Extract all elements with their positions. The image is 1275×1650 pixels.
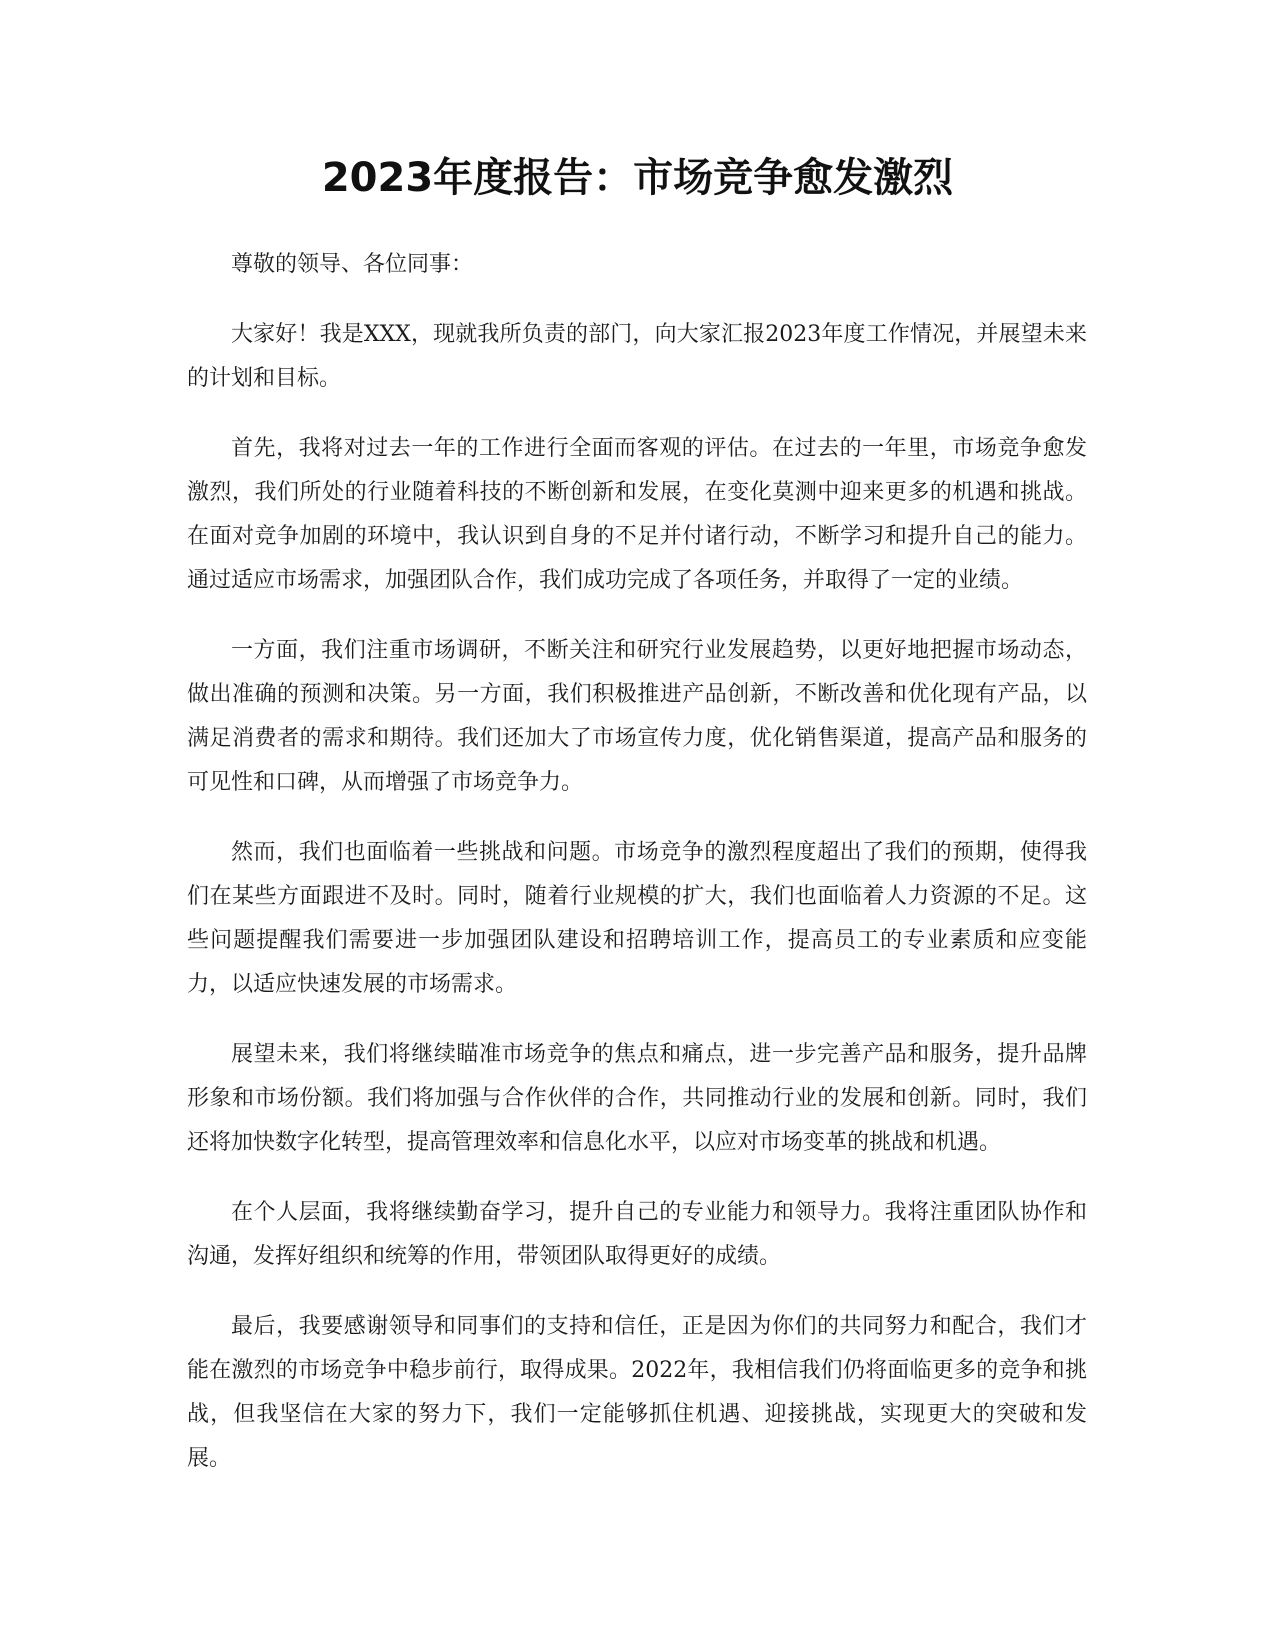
paragraph-outlook: 展望未来，我们将继续瞄准市场竞争的焦点和痛点，进一步完善产品和服务，提升品牌形象和市场份额。我们将加强与合作伙伴的合作，共同推动行业的发展和创新。同时，我们还将加快数字化转型，提高管理效率和信息化水平，以应对市场变革的挑战和机遇。 [187, 1042, 1087, 1155]
paragraph-closing: 最后，我要感谢领导和同事们的支持和信任，正是因为你们的共同努力和配合，我们才能在激烈的市场竞争中稳步前行，取得成果。2022年，我相信我们仍将面临更多的竞争和挑战，但我坚信在大家的努力下，我们一定能够抓住机遇、迎接挑战，实现更大的突破和发展。 [187, 1314, 1087, 1471]
document-title: 2023年度报告：市场竞争愈发激烈 [321, 155, 954, 201]
paragraph-achievements: 一方面，我们注重市场调研，不断关注和研究行业发展趋势，以更好地把握市场动态，做出准确的预测和决策。另一方面，我们积极推进产品创新，不断改善和优化现有产品，以满足消费者的需求和期待。我们还加大了市场宣传力度，优化销售渠道，提高产品和服务的可见性和口碑，从而增强了市场竞争力。 [187, 638, 1087, 795]
paragraph-greeting: 尊敬的领导、各位同事： [231, 252, 474, 277]
paragraph-review: 首先，我将对过去一年的工作进行全面而客观的评估。在过去的一年里，市场竞争愈发激烈，我们所处的行业随着科技的不断创新和发展，在变化莫测中迎来更多的机遇和挑战。在面对竞争加剧的环境中，我认识到自身的不足并付诸行动，不断学习和提升自己的能力。通过适应市场需求，加强团队合作，我们成功完成了各项任务，并取得了一定的业绩。 [187, 436, 1087, 593]
paragraph-challenges: 然而，我们也面临着一些挑战和问题。市场竞争的激烈程度超出了我们的预期，使得我们在某些方面跟进不及时。同时，随着行业规模的扩大，我们也面临着人力资源的不足。这些问题提醒我们需要进一步加强团队建设和招聘培训工作，提高员工的专业素质和应变能力，以适应快速发展的市场需求。 [187, 840, 1087, 997]
paragraph-introduction: 大家好！我是XXX，现就我所负责的部门，向大家汇报2023年度工作情况，并展望未来的计划和目标。 [187, 322, 1087, 391]
paragraph-personal: 在个人层面，我将继续勤奋学习，提升自己的专业能力和领导力。我将注重团队协作和沟通，发挥好组织和统筹的作用，带领团队取得更好的成绩。 [187, 1200, 1087, 1269]
document-body [187, 243, 1087, 1507]
